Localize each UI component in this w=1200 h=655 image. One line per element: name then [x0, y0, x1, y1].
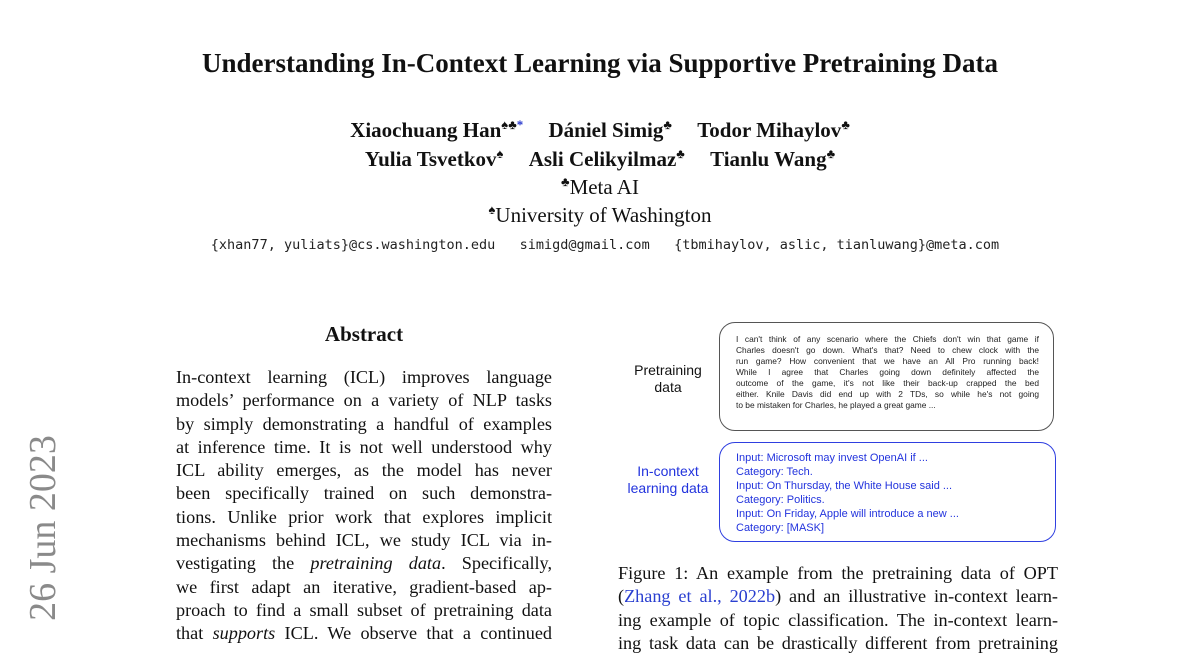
abstract-line: at inference time. It is not well understood why: [176, 436, 552, 457]
author: Tianlu Wang♣: [710, 146, 836, 171]
icl-line: Category: [MASK]: [736, 522, 825, 534]
author: Dániel Simig♣: [548, 117, 672, 142]
author: Xiaochuang Han♠♣*: [350, 117, 524, 142]
citation-link[interactable]: Zhang et al., 2022b: [624, 586, 776, 607]
abstract-line: that supports ICL. We observe that a continued: [176, 623, 552, 644]
caption-line: Figure 1: An example from the pretraining data of OPT: [618, 563, 1058, 583]
authors-line-1: [0, 117, 1200, 143]
author: Todor Mihaylov♣: [697, 117, 850, 142]
authors-line-2: [0, 146, 1200, 172]
caption-line: (Zhang et al., 2022b) and an illustrative in-context learn-: [618, 586, 1058, 607]
pretraining-text-line: I can't think of any scenario where the Chiefs don't win that game if: [736, 334, 1039, 344]
abstract-body: [176, 366, 552, 646]
icl-line: Input: On Thursday, the White House said ...: [736, 480, 953, 492]
icl-line: Category: Politics.: [736, 494, 825, 506]
abstract-line: proach to find a small subset of pretraining data: [176, 599, 552, 620]
abstract-line: been specifically trained on such demonstra-: [176, 483, 552, 504]
arxiv-side-stamp: 26 Jun 2023: [22, 435, 65, 621]
abstract-line: models’ performance on a variety of NLP tasks: [176, 390, 552, 411]
icl-line: Category: Tech.: [736, 466, 813, 478]
caption-line: ing task data can be drastically different from pretraining: [618, 632, 1058, 653]
abstract-line: we first adapt an iterative, gradient-based ap-: [176, 576, 552, 597]
pretraining-text-line: While I agree that Charles going down definitely affected the: [736, 367, 1039, 377]
pretraining-text-line: run game? How convenient that we have an All Pro running back!: [736, 356, 1039, 366]
emphasis: pretraining data: [310, 553, 442, 574]
pretraining-text-line: either. Knile Davis did end up with 2 TDs, so while he's not going: [736, 389, 1039, 399]
author-emails: {xhan77, yuliats}@cs.washington.edu simigd@gmail.com {tbmihaylov, aslic, tianluwang}@meta.com: [210, 237, 1000, 253]
abstract-line: vestigating the pretraining data. Specifically,: [176, 553, 553, 574]
pretraining-data-label: Pretraining data: [634, 362, 702, 395]
icl-data-box: [719, 442, 1056, 542]
icl-line: Input: Microsoft may invest OpenAI if ...: [736, 452, 928, 464]
figure-caption: [618, 562, 1058, 655]
abstract-line: ICL ability emerges, as the model has never: [176, 460, 552, 481]
abstract-line: tions. Unlike prior work that explores implicit: [176, 506, 552, 527]
emphasis: supports: [212, 623, 276, 644]
pretraining-text-line: to be mistaken for Charles, he played a great game ...: [736, 400, 936, 410]
abstract-line: In-context learning (ICL) improves language: [176, 367, 552, 387]
abstract-heading: Abstract: [324, 322, 404, 346]
pretraining-text-line: outcome of the game, it's not like their back-up crapped the bed: [736, 378, 1039, 388]
author: Asli Celikyilmaz♣: [528, 146, 685, 171]
icl-line: Input: On Friday, Apple will introduce a new ...: [736, 508, 959, 520]
icl-data-label: In-context learning data: [627, 463, 709, 496]
paper-title: Understanding In-Context Learning via Supportive Pretraining Data: [201, 48, 999, 78]
caption-line: ing example of topic classification. The in-context learn-: [618, 609, 1058, 630]
affiliation-uw: ♠University of Washington: [488, 202, 712, 227]
pretraining-text-line: Charles doesn't go down. What's that? Need to chew clock with the: [736, 345, 1039, 355]
affiliation-meta: ♣Meta AI: [561, 174, 639, 199]
abstract-line: mechanisms behind ICL, we study ICL via in-: [176, 530, 552, 551]
pretraining-data-box: [719, 322, 1054, 431]
abstract-line: by simply demonstrating a handful of examples: [176, 413, 552, 434]
author: Yulia Tsvetkov♠: [364, 146, 504, 171]
